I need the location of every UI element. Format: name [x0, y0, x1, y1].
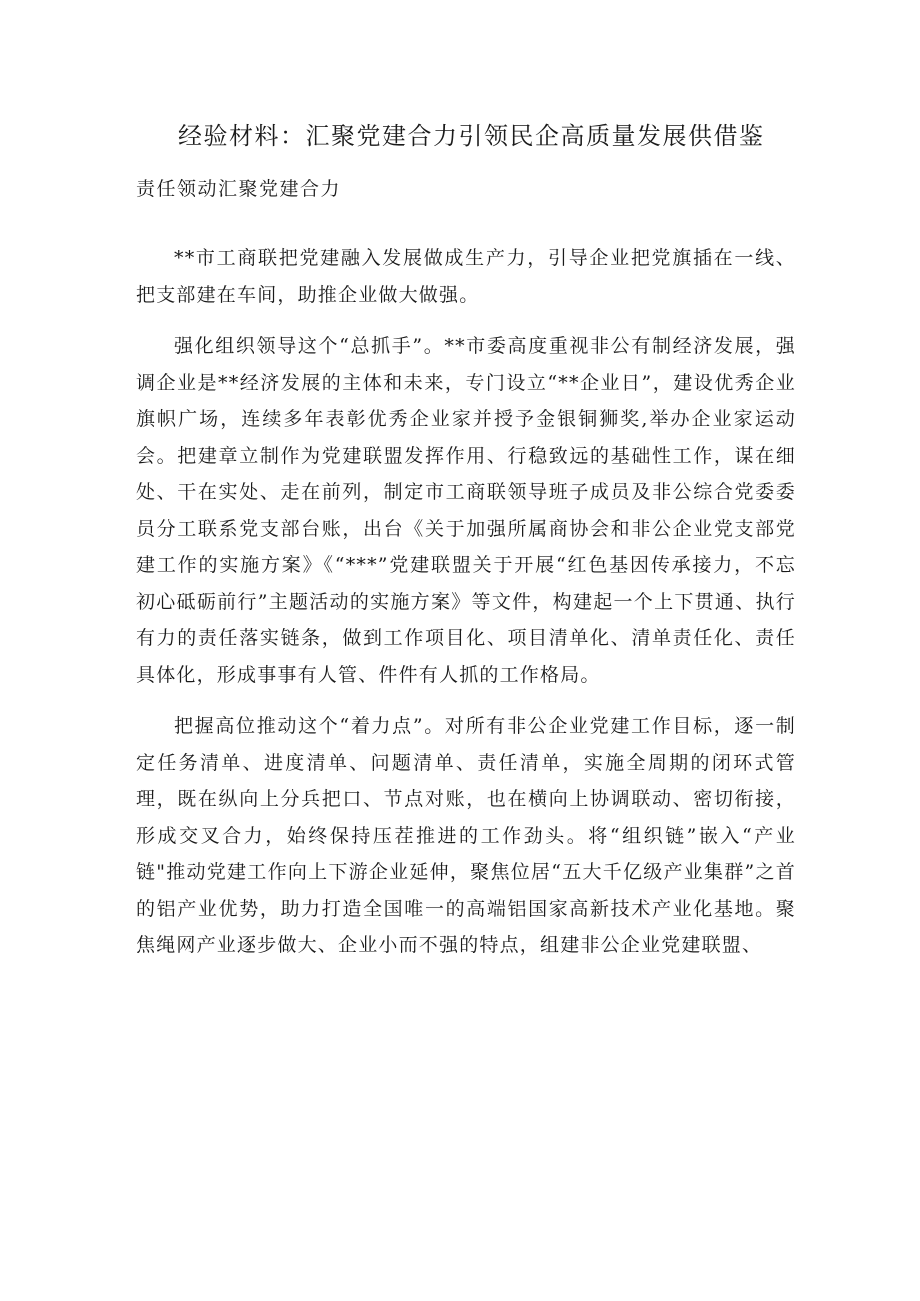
- paragraph-intro: **市工商联把党建融入发展做成生产力，引导企业把党旗插在一线、把支部建在车间，助推企业做大做强。: [136, 247, 796, 306]
- document-body: [136, 240, 796, 979]
- paragraph-high-level-promotion: 把握高位推动这个“着力点”。对所有非公企业党建工作目标，逐一制定任务清单、进度清单、问题清单、责任清单，实施全周期的闭环式管理，既在纵向上分兵把口、节点对账，也在横向上协调联动、密切衔接，形成交叉合力，始终保持压茬推进的工作劲头。将“组织链”嵌入“产业链"推动党建工作向上下游企业延伸，聚焦位居“五大千亿级产业集群”之首的铝产业优势，助力打造全国唯一的高端铝国家高新技术产业化基地。聚焦绳网产业逐步做大、企业小而不强的特点，组建非公企业党建联盟、: [136, 715, 796, 956]
- document-title: 经验材料：汇聚党建合力引领民企高质量发展供借鉴: [178, 122, 765, 150]
- document-subtitle: 责任领动汇聚党建合力: [136, 178, 342, 200]
- paragraph-organization-leadership: 强化组织领导这个“总抓手”。**市委高度重视非公有制经济发展，强调企业是**经济发展的主体和未来，专门设立“**企业日”，建设优秀企业旗帜广场，连续多年表彰优秀企业家并授予金银铜狮奖,举办企业家运动会。把建章立制作为党建联盟发挥作用、行稳致远的基础性工作，谋在细处、干在实处、走在前列，制定市工商联领导班子成员及非公综合党委委员分工联系党支部台账，出台《关于加强所属商协会和非公企业党支部党建工作的实施方案》《“***”党建联盟关于开展“红色基因传承接力，不忘初心砥砺前行”主题活动的实施方案》等文件，构建起一个上下贯通、执行有力的责任落实链条，做到工作项目化、项目清单化、清单责任化、责任具体化，形成事事有人管、件件有人抓的工作格局。: [136, 335, 796, 686]
